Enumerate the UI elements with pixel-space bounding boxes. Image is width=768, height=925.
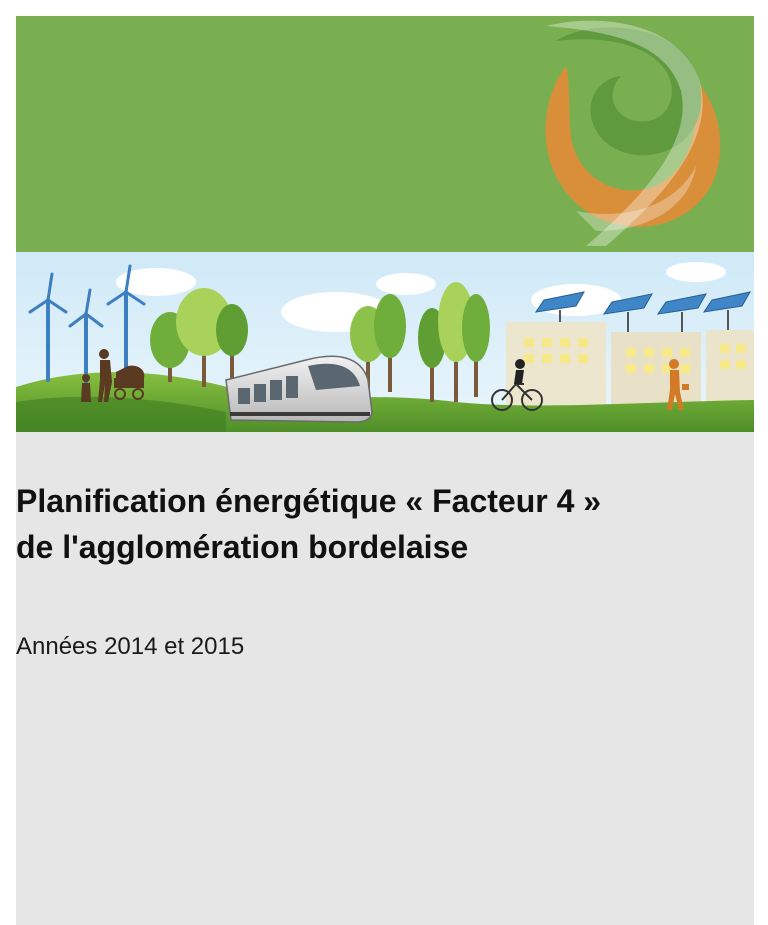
document-title <box>16 478 754 570</box>
title-line-1: Planification énergétique « Facteur 4 » <box>16 483 602 519</box>
cover-page <box>16 16 754 925</box>
document-subtitle: Années 2014 et 2015 <box>16 633 245 660</box>
eco-city-illustration <box>16 252 754 432</box>
header-band <box>16 16 754 252</box>
agency-logo-icon <box>516 16 754 252</box>
title-line-2: de l'agglomération bordelaise <box>16 529 469 565</box>
